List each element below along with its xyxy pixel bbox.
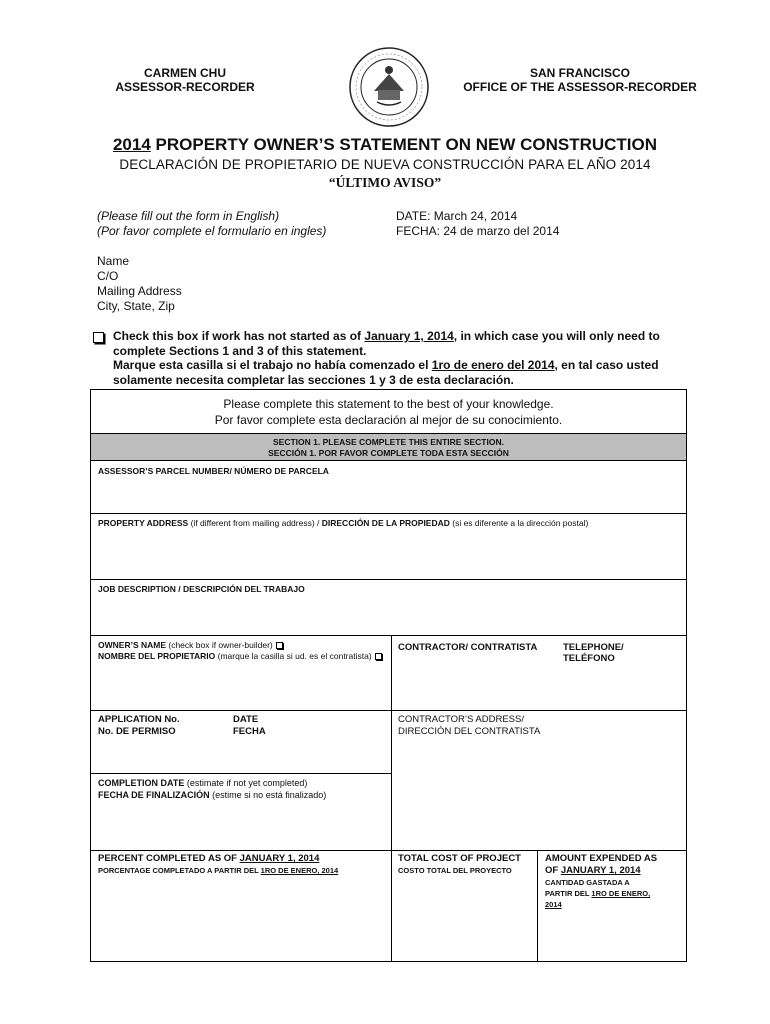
address-co: C/O: [97, 269, 119, 283]
divider: [90, 635, 687, 636]
permit-date-label: DATE FECHA: [233, 714, 266, 737]
mailing-address-block: [97, 254, 182, 314]
address-city-state-zip: City, State, Zip: [97, 299, 175, 313]
date-spanish: FECHA: 24 de marzo del 2014: [396, 224, 560, 238]
application-number-label: APPLICATION No. No. DE PERMISO: [98, 714, 180, 737]
section1-header: [91, 433, 686, 461]
title-main: PROPERTY OWNER’S STATEMENT ON NEW CONSTRUCTION: [150, 135, 658, 154]
column-divider: [391, 635, 392, 850]
owner-builder-checkbox[interactable]: [276, 642, 283, 649]
divider: [90, 710, 687, 711]
telephone-label: TELEPHONE/ TELÉFONO: [563, 642, 624, 664]
column-divider: [537, 850, 538, 962]
instructions-spanish: (Por favor complete el formulario en ingles): [97, 224, 327, 238]
city-seal-icon: [348, 46, 430, 128]
property-address-label: PROPERTY ADDRESS (if different from mailing address) / DIRECCIÓN DE LA PROPIEDAD (si es diferente a la dirección postal): [98, 518, 589, 528]
not-started-notice: Check this box if work has not started as of January 1, 2014, in which case you will only need to complete Sections 1 and 3 of this statement. Marque esta casilla si el trabajo no había comenzado el 1ro de enero del 2014, en tal caso usted solamente necesita completar las secciones 1 y 3 de esta declaración.: [113, 329, 660, 387]
address-mailing: Mailing Address: [97, 284, 182, 298]
form-intro-spanish: Por favor complete esta declaración al mejor de su conocimiento.: [214, 413, 563, 427]
office-name-block: [440, 66, 720, 94]
property-address-field[interactable]: [91, 514, 686, 579]
instructions-block: [97, 209, 326, 239]
not-started-checkbox[interactable]: [93, 330, 104, 348]
form-intro-english: Please complete this statement to the best of your knowledge.: [223, 397, 554, 411]
amount-expended-label: AMOUNT EXPENDED AS OF JANUARY 1, 2014 CANTIDAD GASTADA A PARTIR DEL 1RO DE ENERO, 2014: [545, 853, 658, 909]
parcel-number-label: ASSESSOR’S PARCEL NUMBER/ NÚMERO DE PARCELA: [98, 466, 329, 476]
form-intro: [90, 396, 687, 428]
assessor-name-block: [100, 66, 270, 94]
date-block: [396, 209, 559, 239]
title-year: 2014: [112, 135, 151, 154]
owner-name-label: OWNER’S NAME (check box if owner-builder) NOMBRE DEL PROPIETARIO (marque la casilla si ud. es el contratista): [98, 640, 386, 662]
assessor-name: CARMEN CHU: [144, 66, 226, 80]
job-description-label: JOB DESCRIPTION / DESCRIPCIÓN DEL TRABAJO: [98, 584, 305, 594]
completion-date-label: COMPLETION DATE (estimate if not yet completed) FECHA DE FINALIZACIÓN (estime si no está finalizado): [98, 778, 327, 800]
address-name: Name: [97, 254, 130, 268]
section1-title-spanish: SECCIÓN 1. POR FAVOR COMPLETE TODA ESTA SECCIÓN: [268, 448, 509, 458]
page-subtitle-spanish: DECLARACIÓN DE PROPIETARIO DE NUEVA CONSTRUCCIÓN PARA EL AÑO 2014: [119, 157, 651, 172]
owner-contractor-checkbox[interactable]: [375, 653, 382, 660]
column-divider: [391, 850, 392, 962]
office-city: SAN FRANCISCO: [529, 66, 630, 80]
parcel-number-field[interactable]: [91, 462, 686, 513]
page-title: [0, 135, 770, 155]
contractor-label: CONTRACTOR/ CONTRATISTA: [398, 642, 538, 653]
final-notice: “ÚLTIMO AVISO”: [328, 175, 442, 190]
contractor-address-label: CONTRACTOR’S ADDRESS/ DIRECCIÓN DEL CONTRATISTA: [398, 714, 541, 737]
divider: [90, 773, 392, 774]
job-description-field[interactable]: [91, 580, 686, 635]
divider: [90, 850, 687, 851]
assessor-title: ASSESSOR-RECORDER: [115, 80, 255, 94]
section1-title-english: SECTION 1. PLEASE COMPLETE THIS ENTIRE SECTION.: [273, 437, 504, 447]
total-cost-label: TOTAL COST OF PROJECT COSTO TOTAL DEL PROYECTO: [398, 853, 521, 875]
office-name: OFFICE OF THE ASSESSOR-RECORDER: [463, 80, 697, 94]
instructions-english: (Please fill out the form in English): [97, 209, 280, 223]
date-english: DATE: March 24, 2014: [396, 209, 518, 223]
percent-completed-label: PERCENT COMPLETED AS OF JANUARY 1, 2014 PORCENTAGE COMPLETADO A PARTIR DEL 1RO DE ENERO, 2014: [98, 853, 339, 875]
